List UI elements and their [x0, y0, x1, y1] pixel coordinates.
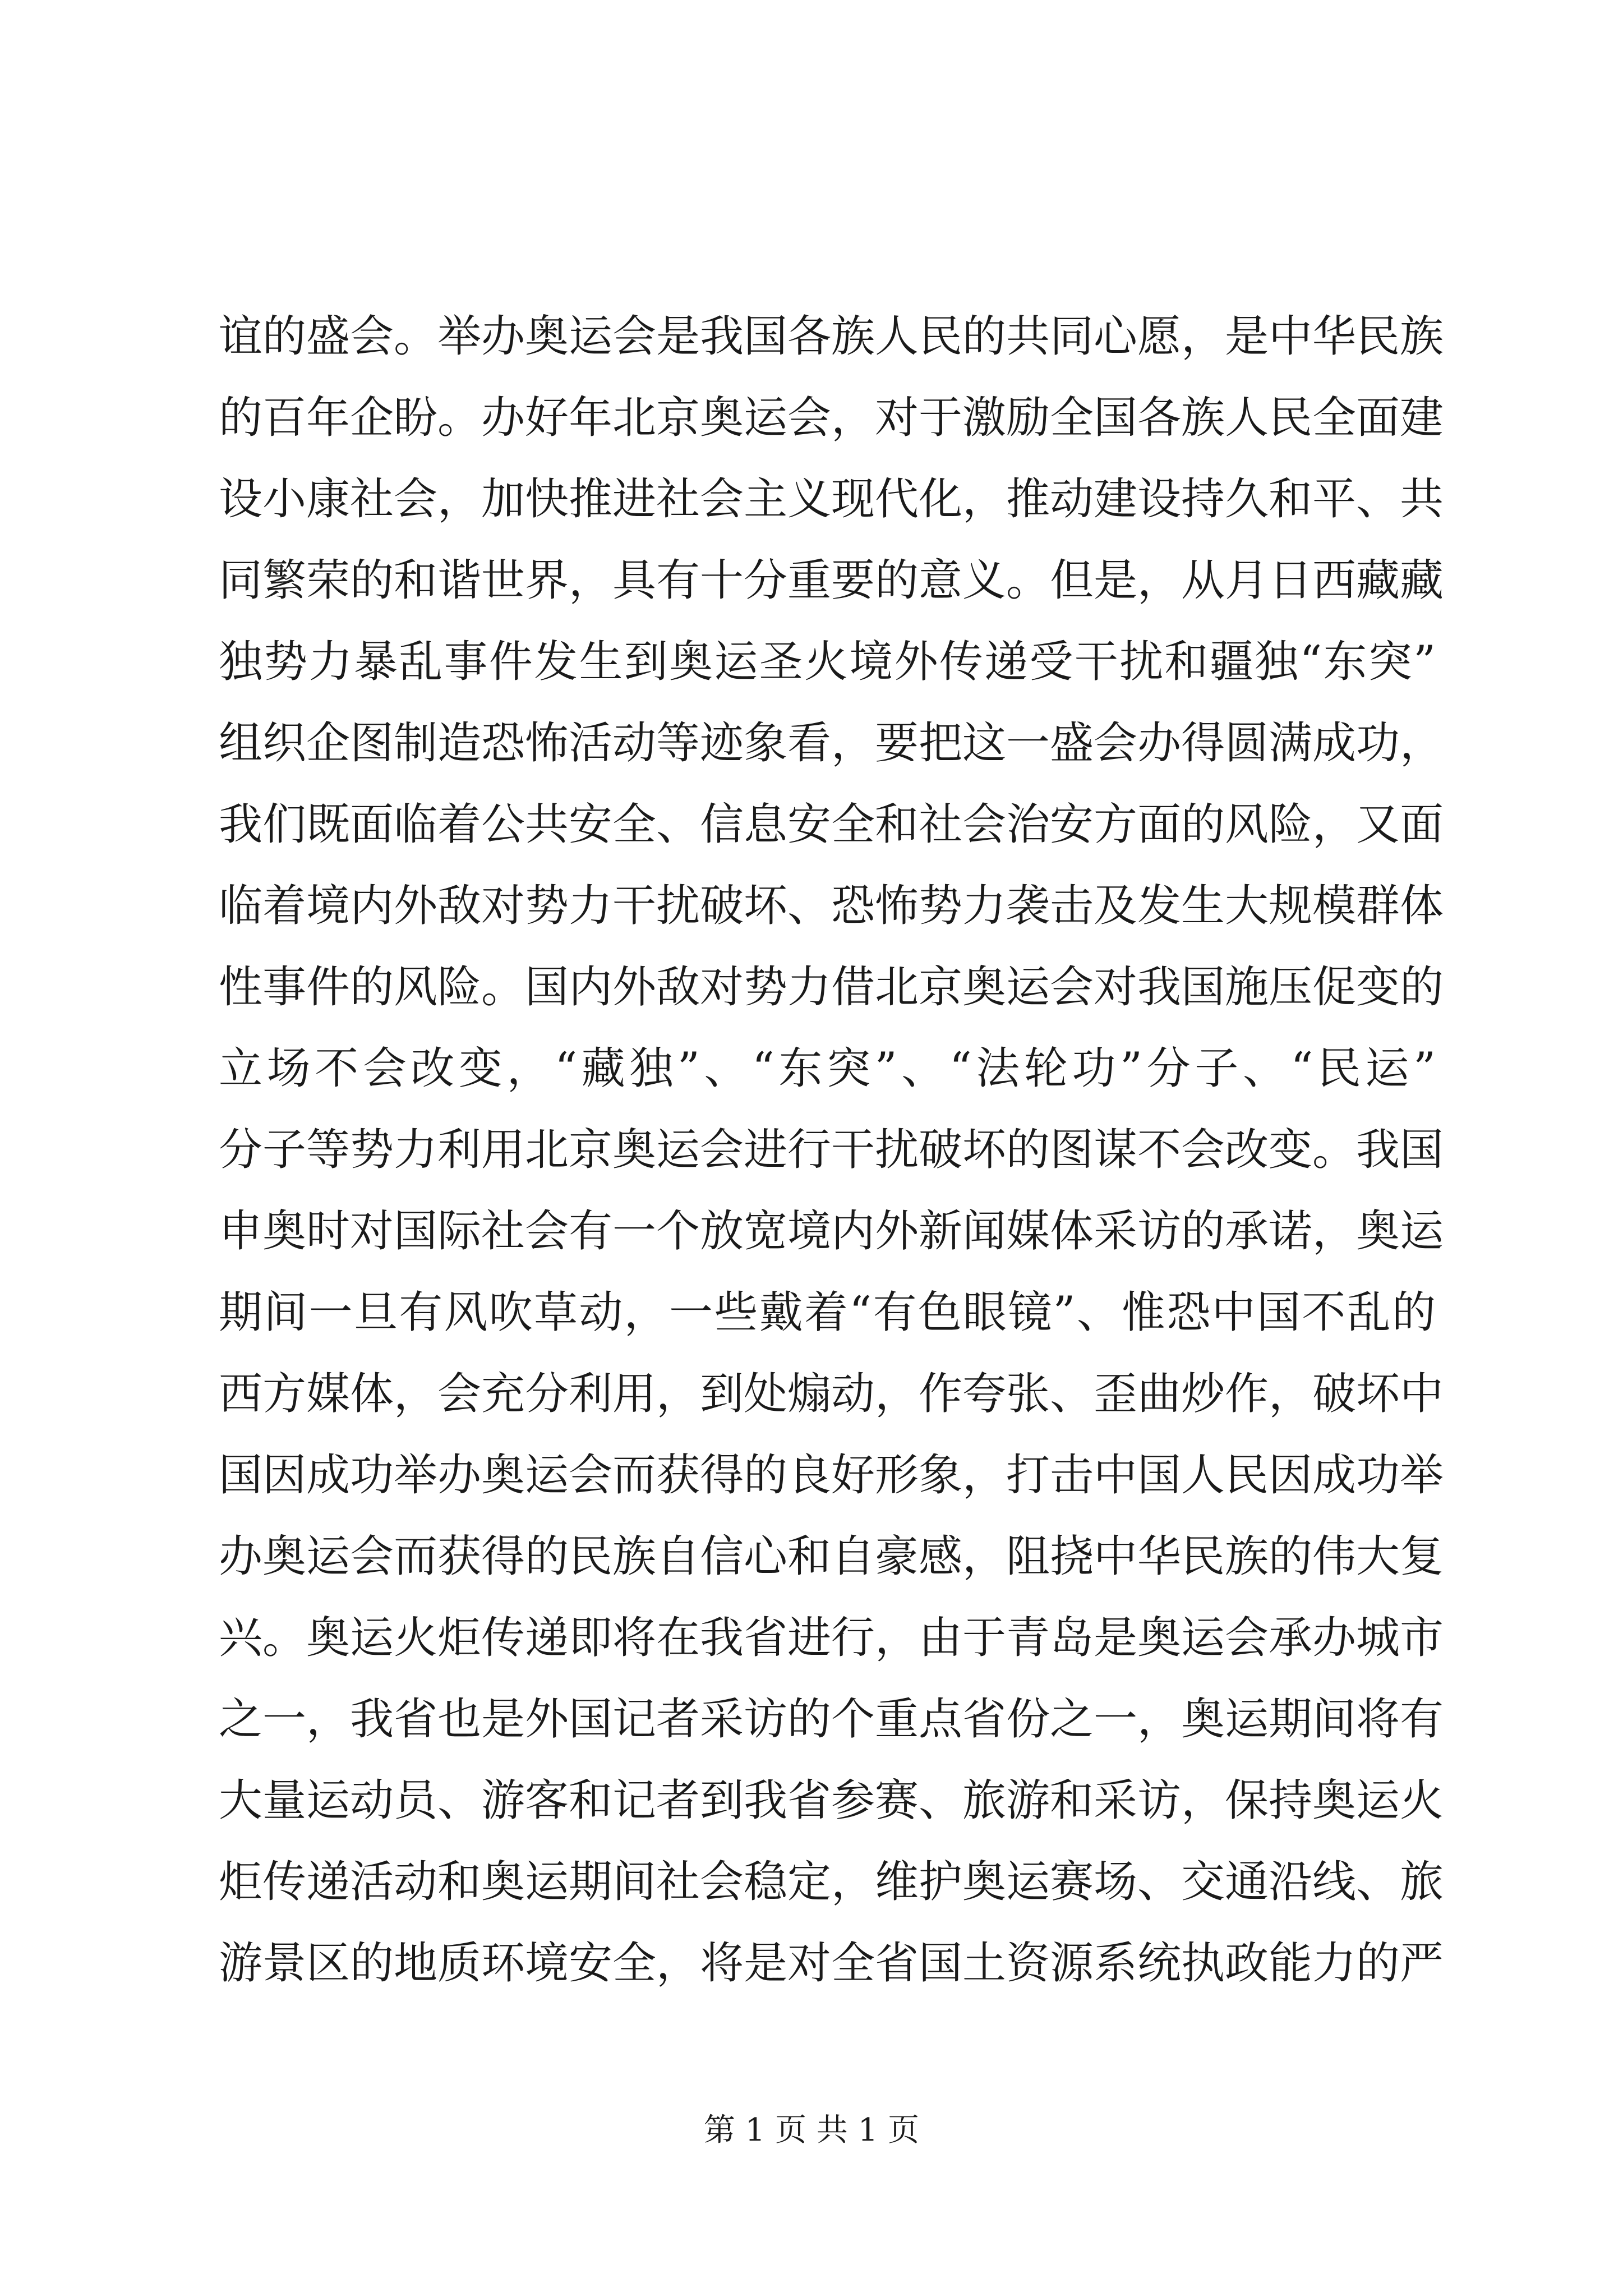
text-line: 西方媒体，会充分利用，到处煽动，作夸张、歪曲炒作，破坏中 — [219, 1369, 1444, 1419]
text-line: 立场不会改变，“藏独”、“东突”、“法轮功”分子、“民运” — [219, 1043, 1436, 1094]
text-line: 之一，我省也是外国记者采访的个重点省份之一，奥运期间将有 — [219, 1694, 1444, 1745]
text-line: 的百年企盼。办好年北京奥运会，对于激励全国各族人民全面建 — [219, 393, 1444, 443]
text-line: 组织企图制造恐怖活动等迹象看，要把这一盛会办得圆满成功， — [219, 718, 1444, 769]
text-line: 期间一旦有风吹草动，一些戴着“有色眼镜”、惟恐中国不乱的 — [219, 1287, 1436, 1338]
text-line: 临着境内外敌对势力干扰破坏、恐怖势力袭击及发生大规模群体 — [219, 881, 1444, 931]
text-line: 大量运动员、游客和记者到我省参赛、旅游和采访，保持奥运火 — [219, 1775, 1444, 1826]
text-line: 办奥运会而获得的民族自信心和自豪感，阻挠中华民族的伟大复 — [219, 1531, 1444, 1582]
text-line: 独势力暴乱事件发生到奥运圣火境外传递受干扰和疆独“东突” — [219, 637, 1436, 687]
text-line: 同繁荣的和谐世界，具有十分重要的意义。但是，从月日西藏藏 — [219, 555, 1444, 606]
text-line: 兴。奥运火炬传递即将在我省进行，由于青岛是奥运会承办城市 — [219, 1613, 1444, 1663]
page-footer: 第 1 页 共 1 页 — [703, 2112, 920, 2148]
text-line: 申奥时对国际社会有一个放宽境内外新闻媒体采访的承诺，奥运 — [219, 1206, 1444, 1257]
text-line: 游景区的地质环境安全，将是对全省国土资源系统执政能力的严 — [219, 1938, 1444, 1989]
text-line: 性事件的风险。国内外敌对势力借北京奥运会对我国施压促变的 — [219, 962, 1444, 1013]
text-line: 谊的盛会。举办奥运会是我国各族人民的共同心愿，是中华民族 — [219, 311, 1444, 362]
text-line: 国因成功举办奥运会而获得的良好形象，打击中国人民因成功举 — [219, 1450, 1444, 1501]
text-line: 设小康社会，加快推进社会主义现代化，推动建设持久和平、共 — [219, 474, 1444, 524]
text-line: 炬传递活动和奥运期间社会稳定，维护奥运赛场、交通沿线、旅 — [219, 1857, 1444, 1907]
text-line: 我们既面临着公共安全、信息安全和社会治安方面的风险，又面 — [219, 799, 1444, 850]
text-line: 分子等势力利用北京奥运会进行干扰破坏的图谋不会改变。我国 — [219, 1125, 1444, 1175]
body-text — [219, 296, 1444, 2004]
